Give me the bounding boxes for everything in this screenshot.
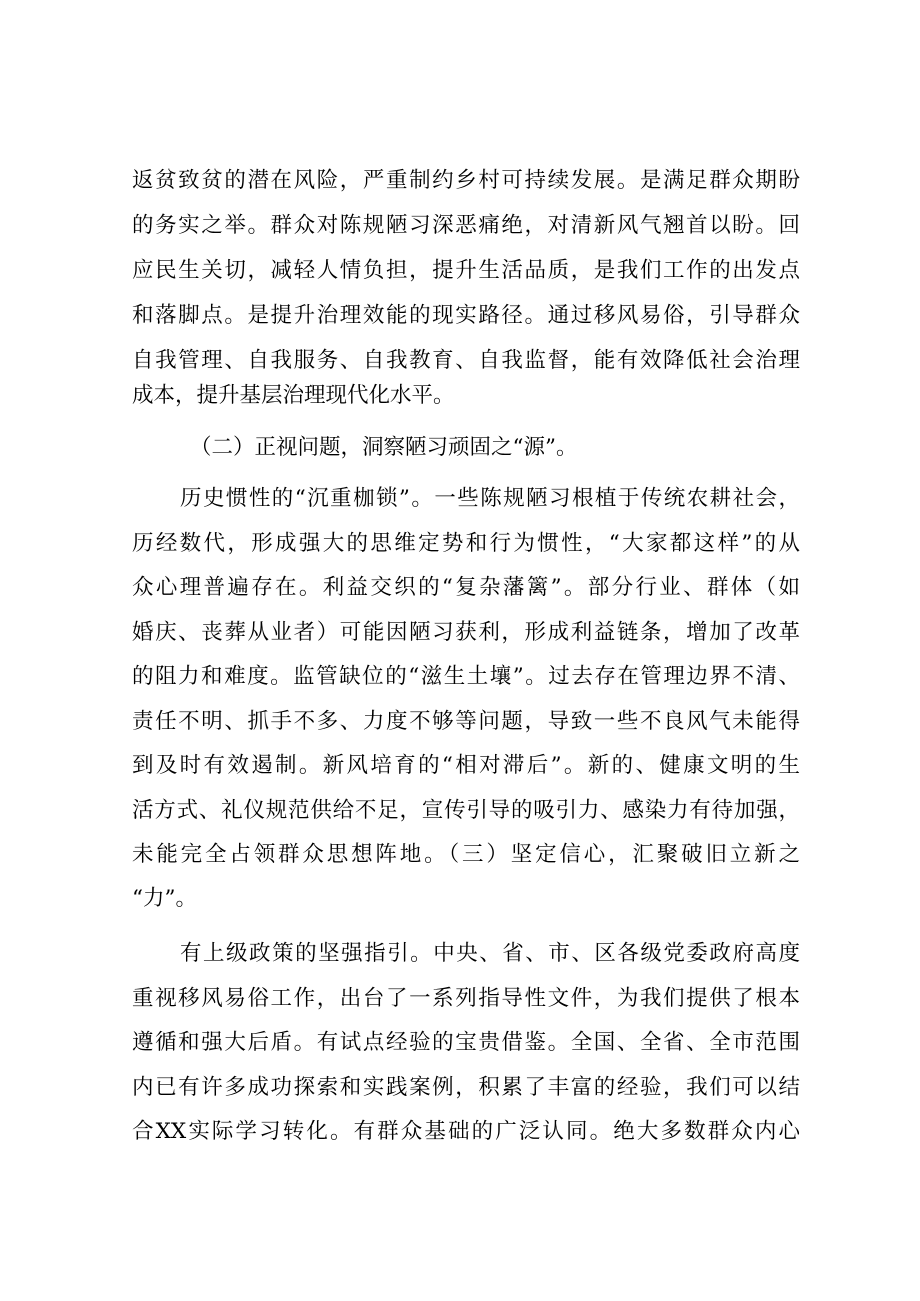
paragraph-2-line-4: 婚庆、丧葬从业者）可能因陋习获利，形成利益链条，增加了改革 — [132, 620, 800, 645]
paragraph-3-line-1: 有上级政策的坚强指引。中央、省、市、区各级党委政府高度 — [180, 941, 800, 966]
paragraph-1-line-6: 成本，提升基层治理现代化水平。 — [132, 383, 455, 408]
paragraph-3-line-3: 遵循和强大后盾。有试点经验的宝贵借鉴。全国、全省、全市范围 — [132, 1030, 800, 1055]
paragraph-2-line-7: 到及时有效遏制。新风培育的“相对滞后”。新的、健康文明的生 — [132, 753, 800, 778]
paragraph-1-line-5: 自我管理、自我服务、自我教育、自我监督，能有效降低社会治理 — [132, 348, 800, 373]
paragraph-2-line-2: 历经数代，形成强大的思维定势和行为惯性，“大家都这样”的从 — [132, 531, 800, 556]
section-heading-2: （二）正视问题，洞察陋习顽固之“源”。 — [190, 435, 578, 460]
paragraph-1-line-2: 的务实之举。群众对陈规陋习深恶痛绝，对清新风气翘首以盼。回 — [132, 213, 800, 238]
paragraph-2-line-5: 的阻力和难度。监管缺位的“滋生土壤”。过去存在管理边界不清、 — [132, 664, 800, 689]
paragraph-3-line-5: 合XX实际学习转化。有群众基础的广泛认同。绝大多数群众内心 — [132, 1119, 800, 1144]
paragraph-2-line-3: 众心理普遍存在。利益交织的“复杂藩篱”。部分行业、群体（如 — [132, 575, 800, 600]
paragraph-2-line-8: 活方式、礼仪规范供给不足，宣传引导的吸引力、感染力有待加强， — [132, 798, 800, 823]
paragraph-1-line-4: 和落脚点。是提升治理效能的现实路径。通过移风易俗，引导群众 — [132, 303, 800, 328]
paragraph-1-line-3: 应民生关切，减轻人情负担，提升生活品质，是我们工作的出发点 — [132, 258, 800, 283]
paragraph-3-line-4: 内已有许多成功探索和实践案例，积累了丰富的经验，我们可以结 — [132, 1075, 800, 1100]
paragraph-3-line-2: 重视移风易俗工作，出台了一系列指导性文件，为我们提供了根本 — [132, 986, 800, 1011]
paragraph-2-line-9: 未能完全占领群众思想阵地。（三）坚定信心，汇聚破旧立新之 — [132, 842, 800, 867]
paragraph-2-line-1: 历史惯性的“沉重枷锁”。一些陈规陋习根植于传统农耕社会， — [180, 486, 800, 511]
paragraph-2-line-10: “力”。 — [132, 886, 197, 911]
paragraph-1-line-1: 返贫致贫的潜在风险，严重制约乡村可持续发展。是满足群众期盼 — [132, 168, 800, 193]
paragraph-2-line-6: 责任不明、抓手不多、力度不够等问题，导致一些不良风气未能得 — [132, 709, 800, 734]
